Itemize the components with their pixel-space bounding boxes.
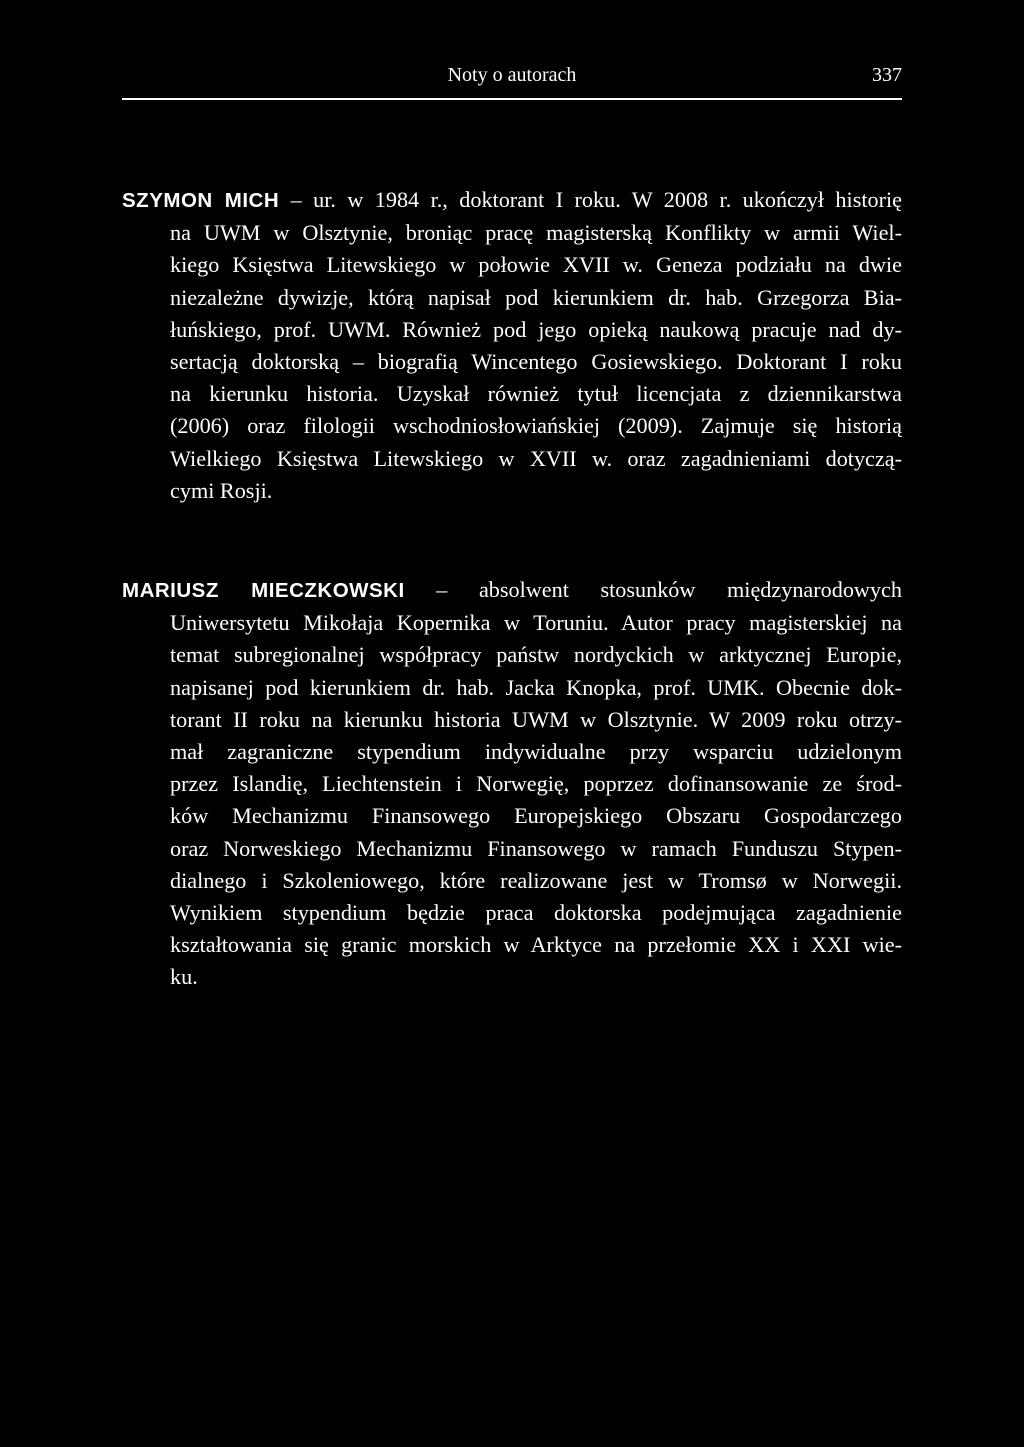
header-rule — [122, 98, 902, 100]
author-note-szymon-mich — [122, 184, 902, 507]
author-name: SZYMON MICH — [122, 189, 280, 212]
author-note-line: dialnego i Szkoleniowego, które realizowane jest w Tromsø w Norwegii. — [170, 867, 902, 893]
author-note-text: – ur. w 1984 r., doktorant I roku. W 2008 r. ukończył historię — [279, 187, 902, 212]
author-note-line: napisanej pod kierunkiem dr. hab. Jacka Knopka, prof. UMK. Obecnie dok- — [170, 674, 902, 700]
author-note-line: sertacją doktorską – biografią Wincentego Gosiewskiego. Doktorant I roku — [170, 349, 902, 375]
author-name: MARIUSZ MIECZKOWSKI — [122, 579, 405, 602]
author-note-line: na UWM w Olsztynie, broniąc pracę magisterską Konflikty w armii Wiel- — [170, 220, 902, 246]
page-number: 337 — [872, 64, 902, 86]
header-title: Noty o autorach — [447, 64, 577, 86]
author-note-line: Wielkiego Księstwa Litewskiego w XVII w. oraz zagadnieniami dotyczą- — [170, 445, 902, 471]
running-header — [122, 62, 902, 88]
author-note-line: (2006) oraz filologii wschodniosłowiańskiej (2009). Zajmuje się historią — [170, 413, 902, 439]
author-note-line: temat subregionalnej współpracy państw nordyckich w arktycznej Europie, — [170, 642, 902, 668]
author-note-line: na kierunku historia. Uzyskał również tytuł licencjata z dziennikarstwa — [170, 381, 902, 407]
author-note-line: kształtowania się granic morskich w Arktyce na przełomie XX i XXI wie- — [170, 932, 902, 958]
author-note-line: cymi Rosji. — [170, 477, 273, 503]
author-note-line: łuńskiego, prof. UWM. Również pod jego opieką naukową pracuje nad dy- — [170, 316, 902, 342]
author-note-line: Uniwersytetu Mikołaja Kopernika w Toruniu. Autor pracy magisterskiej na — [170, 610, 902, 636]
author-note-line — [122, 574, 902, 607]
author-note-line: ków Mechanizmu Finansowego Europejskiego Obszaru Gospodarczego — [170, 803, 902, 829]
author-note-line: mał zagraniczne stypendium indywidualne przy wsparciu udzielonym — [170, 739, 902, 765]
author-note-line — [122, 184, 902, 217]
author-note-line: torant II roku na kierunku historia UWM w Olsztynie. W 2009 roku otrzy- — [170, 706, 902, 732]
author-note-text: – absolwent stosunków międzynarodowych — [404, 577, 902, 602]
author-note-line: niezależne dywizje, którą napisał pod kierunkiem dr. hab. Grzegorza Bia- — [170, 284, 902, 310]
author-note-line: Wynikiem stypendium będzie praca doktorska podejmująca zagadnienie — [170, 900, 902, 926]
author-note-line: przez Islandię, Liechtenstein i Norwegię, poprzez dofinansowanie ze środ- — [170, 771, 902, 797]
author-note-line: oraz Norweskiego Mechanizmu Finansowego w ramach Funduszu Stypen- — [170, 835, 902, 861]
author-note-line: kiego Księstwa Litewskiego w połowie XVII w. Geneza podziału na dwie — [170, 252, 902, 278]
author-note-line: ku. — [170, 964, 198, 990]
author-note-mariusz-mieczkowski — [122, 574, 902, 994]
